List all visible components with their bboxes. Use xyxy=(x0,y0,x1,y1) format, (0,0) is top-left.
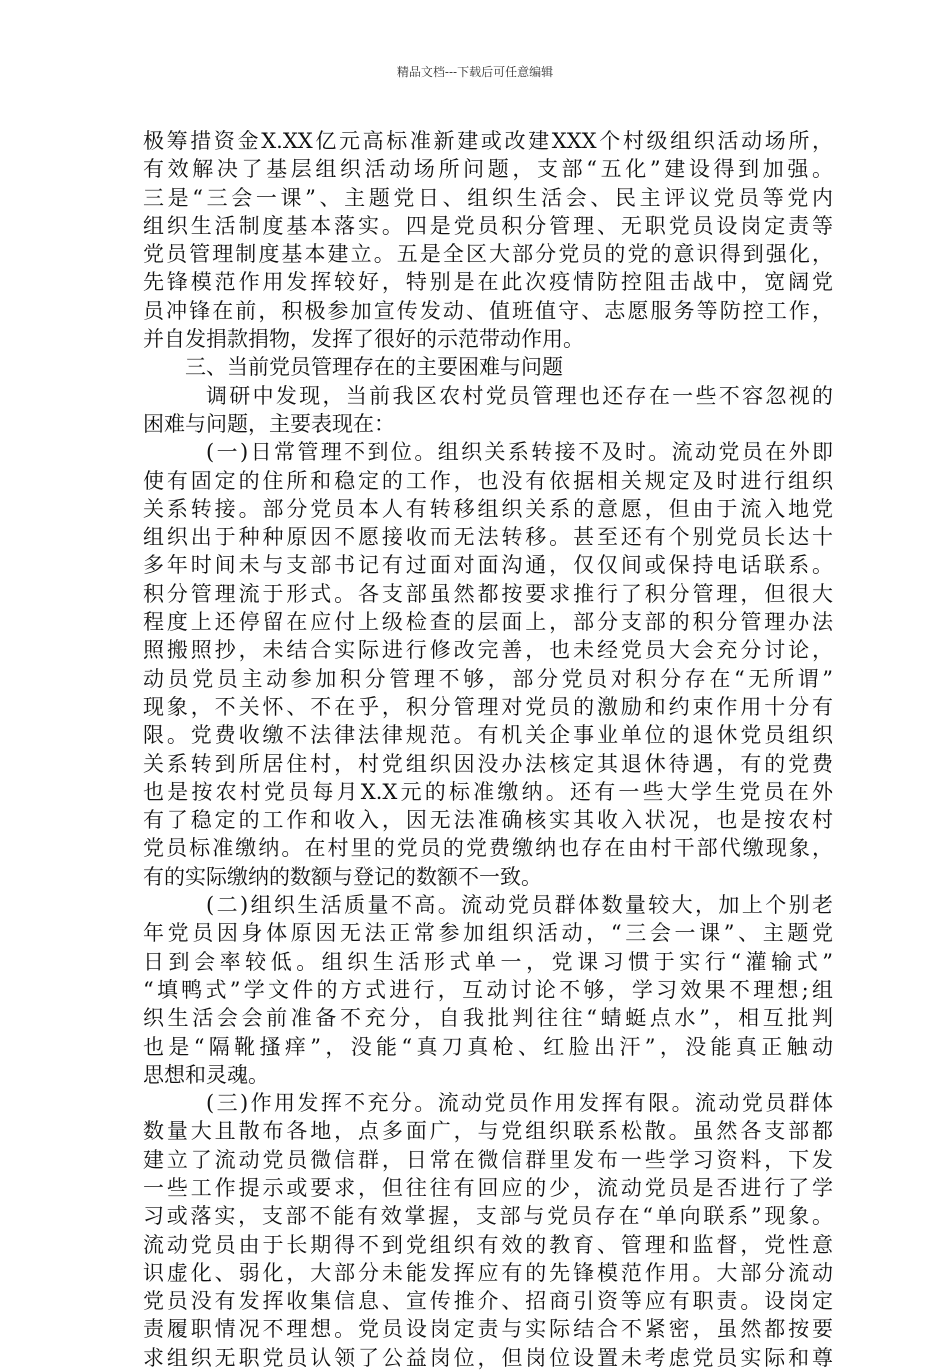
text-line: 极筹措资金X.XX亿元高标准新建或改建XXX个村级组织活动场所， xyxy=(143,129,833,153)
text-line: 并自发捐款捐物，发挥了很好的示范带动作用。 xyxy=(143,327,584,352)
text-line: 三是“三会一课”、主题党日、组织生活会、民主评议党员等党内 xyxy=(143,185,833,210)
text-line: 照搬照抄，未结合实际进行修改完善，也未经党员大会充分讨论， xyxy=(143,638,833,663)
text-line: 积分管理流于形式。各支部虽然都按要求推行了积分管理，但很大 xyxy=(143,581,833,606)
text-line: 党员没有发挥收集信息、宣传推介、招商引资等应有职责。设岗定 xyxy=(143,1289,833,1314)
text-line: 组织生活制度基本落实。四是党员积分管理、无职党员设岗定责等 xyxy=(143,213,833,238)
text-line: 动员党员主动参加积分管理不够，部分党员对积分存在“无所谓” xyxy=(143,666,833,691)
text-line: 组织出于种种原因不愿接收而无法转移。甚至还有个别党员长达十 xyxy=(143,525,833,550)
text-line: 一些工作提示或要求，但往往有回应的少，流动党员是否进行了学 xyxy=(143,1175,833,1200)
text-line: 年党员因身体原因无法正常参加组织活动，“三会一课”、主题党 xyxy=(143,921,833,946)
text-line: (一)日常管理不到位。组织关系转接不及时。流动党员在外即 xyxy=(206,440,833,465)
text-line: 现象，不关怀、不在乎，积分管理对党员的激励和约束作用十分有 xyxy=(143,694,833,719)
text-line: 限。党费收缴不法律法律规范。有机关企事业单位的退休党员组织 xyxy=(143,723,833,748)
text-line: 困难与问题，主要表现在： xyxy=(143,411,395,436)
text-line: (二)组织生活质量不高。流动党员群体数量较大，加上个别老 xyxy=(206,893,833,918)
text-line: (三)作用发挥不充分。流动党员作用发挥有限。流动党员群体 xyxy=(206,1091,833,1116)
text-line: 有的实际缴纳的数额与登记的数额不一致。 xyxy=(143,864,542,889)
text-line: 先锋模范作用发挥较好，特别是在此次疫情防控阻击战中，宽阔党 xyxy=(143,270,833,295)
text-line: 员冲锋在前，积极参加宣传发动、值班值守、志愿服务等防控工作， xyxy=(143,298,833,323)
text-line: 关系转接。部分党员本人有转移组织关系的意愿，但由于流入地党 xyxy=(143,496,833,521)
text-line: 习或落实，支部不能有效掌握，支部与党员存在“单向联系”现象。 xyxy=(143,1204,833,1229)
text-line: 程度上还停留在应付上级检查的层面上，部分支部的积分管理办法 xyxy=(143,610,833,635)
text-line: 日到会率较低。组织生活形式单一，党课习惯于实行“灌输式” xyxy=(143,949,833,974)
text-line: 关系转到所居住村，村党组织因没办法核定其退休待遇，有的党费 xyxy=(143,751,833,776)
text-line: 党员标准缴纳。在村里的党员的党费缴纳也存在由村干部代缴现象， xyxy=(143,836,833,861)
text-line: 思想和灵魂。 xyxy=(143,1062,269,1087)
text-line: 建立了流动党员微信群，日常在微信群里发布一些学习资料，下发 xyxy=(143,1147,833,1172)
text-line: 也是“隔靴搔痒”，没能“真刀真枪、红脸出汗”，没能真正触动 xyxy=(143,1034,833,1059)
text-line: 数量大且散布各地，点多面广，与党组织联系松散。虽然各支部都 xyxy=(143,1119,833,1144)
text-line: 三、当前党员管理存在的主要困难与问题 xyxy=(185,355,563,380)
text-line: 流动党员由于长期得不到党组织有效的教育、管理和监督，党性意 xyxy=(143,1232,833,1257)
text-line: 党员管理制度基本建立。五是全区大部分党员的党的意识得到强化， xyxy=(143,242,833,267)
text-line: “填鸭式”学文件的方式进行，互动讨论不够，学习效果不理想;组 xyxy=(143,977,833,1002)
text-line: 多年时间未与支部书记有过面对面沟通，仅仅间或保持电话联系。 xyxy=(143,553,833,578)
text-line: 织生活会会前准备不充分，自我批判往往“蜻蜓点水”，相互批判 xyxy=(143,1006,833,1031)
page-header: 精品文档---下载后可任意编辑 xyxy=(396,65,554,79)
text-line: 责履职情况不理想。党员设岗定责与实际结合不紧密，虽然都按要 xyxy=(143,1317,833,1342)
text-line: 也是按农村党员每月X.X元的标准缴纳。还有一些大学生党员在外 xyxy=(143,779,833,804)
text-line: 调研中发现，当前我区农村党员管理也还存在一些不容忽视的 xyxy=(206,383,833,408)
text-line: 识虚化、弱化，大部分未能发挥应有的先锋模范作用。大部分流动 xyxy=(143,1260,833,1285)
text-line: 有了稳定的工作和收入，因无法准确核实其收入状况，也是按农村 xyxy=(143,808,833,833)
text-line: 使有固定的住所和稳定的工作，也没有依据相关规定及时进行组织 xyxy=(143,468,833,493)
text-line: 有效解决了基层组织活动场所问题，支部“五化”建设得到加强。 xyxy=(143,157,833,182)
text-line: 求组织无职党员认领了公益岗位，但岗位设置未考虑党员实际和尊 xyxy=(143,1345,833,1370)
document-body xyxy=(143,127,833,1372)
